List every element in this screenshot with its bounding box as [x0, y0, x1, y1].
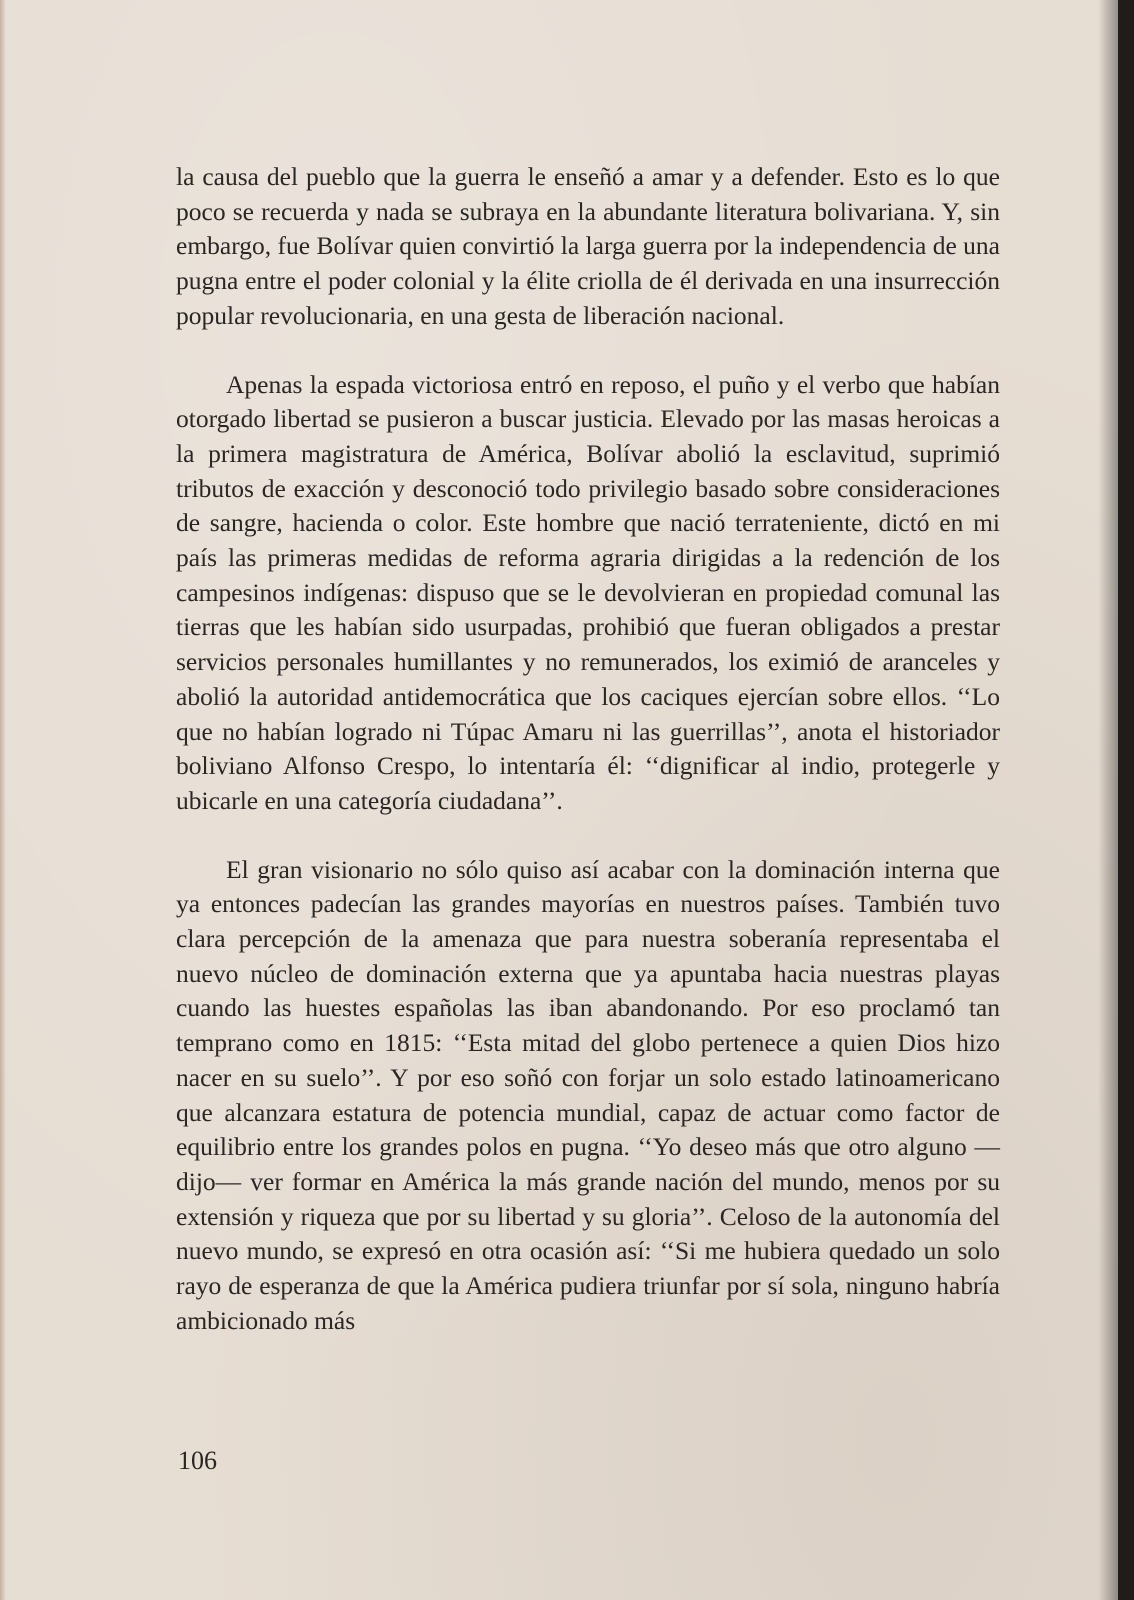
paragraph-2: Apenas la espada victoriosa entró en reposo, el puño y el verbo que habían otorgado libertad se pusieron a buscar justicia. Elevado por las masas heroicas a la primera magistratura de América, Bolívar abolió la esclavitud, suprimió tributos de exacción y desconoció todo privilegio basado sobre consideraciones de sangre, hacienda o color. Este hombre que nació terrateniente, dictó en mi país las primeras medidas de reforma agraria dirigidas a la redención de los campesinos indígenas: dispuso que se le devolvieran en propiedad comunal las tierras que les habían sido usurpadas, prohibió que fueran obligados a prestar servicios personales humillantes y no remunerados, los eximió de aranceles y abolió la autoridad antidemocrática que los caciques ejercían sobre ellos. ‘‘Lo que no habían logrado ni Túpac Amaru ni las guerrillas’’, anota el historiador boliviano Alfonso Crespo, lo intentaría él: ‘‘dignificar al indio, protegerle y ubicarle en una categoría ciudadana’’. — [176, 369, 1000, 815]
body-text — [176, 160, 1000, 1339]
paragraph-1: la causa del pueblo que la guerra le enseñó a amar y a defender. Esto es lo que poco se recuerda y nada se subraya en la abundante literatura bolivariana. Y, sin embargo, fue Bolívar quien convirtió la larga guerra por la independencia de una pugna entre el poder colonial y la élite criolla de él derivada en una insurrección popular revolucionaria, en una gesta de liberación nacional. — [176, 162, 1000, 330]
page-left-edge — [0, 0, 6, 1600]
paragraph-3: El gran visionario no sólo quiso así acabar con la dominación interna que ya entonces padecían las grandes mayorías en nuestros países. También tuvo clara percepción de la amenaza que para nuestra soberanía representaba el nuevo núcleo de dominación externa que ya apuntaba hacia nuestras playas cuando las huestes españolas las iban abandonando. Por eso proclamó tan temprano como en 1815: ‘‘Esta mitad del globo pertenece a quien Dios hizo nacer en su suelo’’. Y por eso soñó con forjar un solo estado latinoamericano que alcanzara estatura de potencia mundial, capaz de actuar como factor de equilibrio entre los grandes polos en pugna. ‘‘Yo deseo más que otro alguno —dijo— ver formar en América la más grande nación del mundo, menos por su extensión y riqueza que por su libertad y su gloria’’. Celoso de la autonomía del nuevo mundo, se expresó en otra ocasión así: ‘‘Si me hubiera quedado un solo rayo de esperanza de que la América pudiera triunfar por sí sola, ninguno habría ambicionado más — [176, 854, 1000, 1335]
page-right-edge — [1098, 0, 1118, 1600]
page-number: 106 — [178, 1446, 217, 1475]
